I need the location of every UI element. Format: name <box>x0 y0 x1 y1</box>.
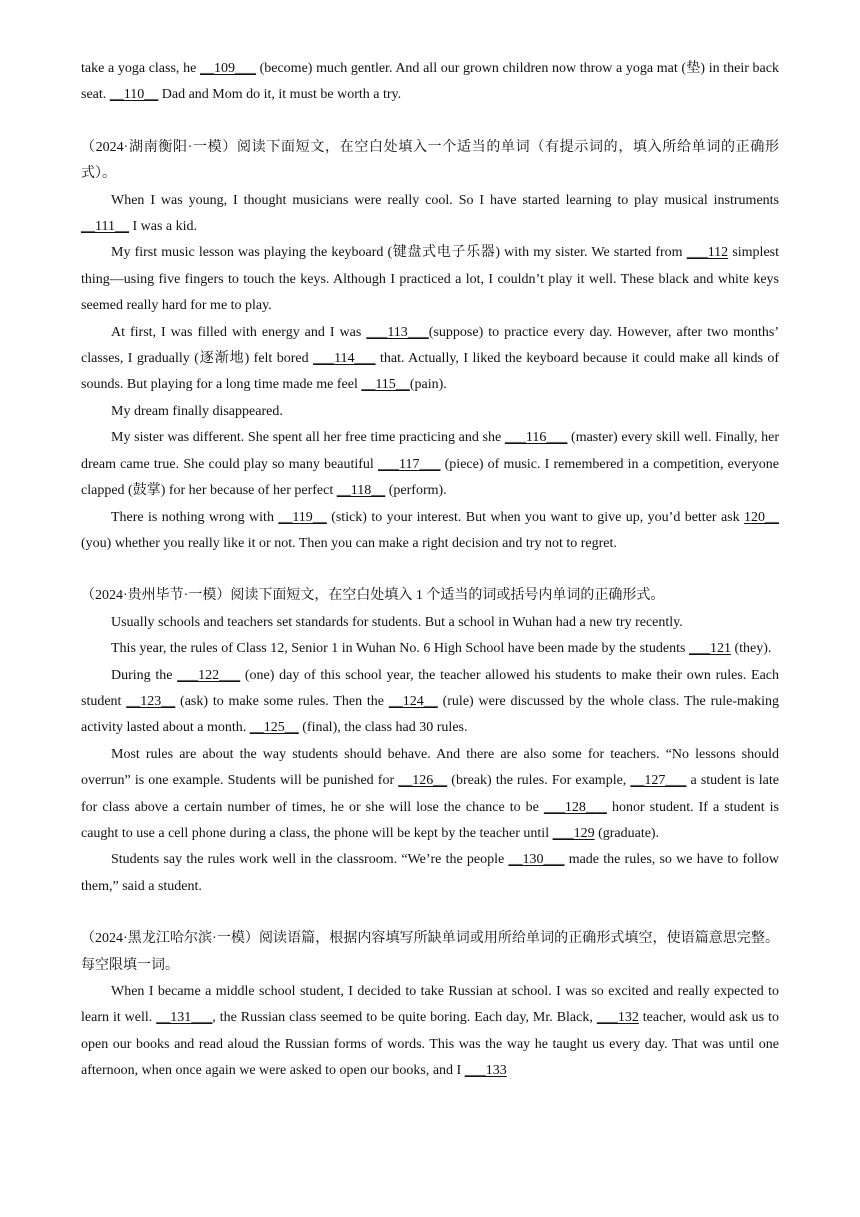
text-run: honor student. If a student is caught to use a cell phone during a class, the phone will be kept by the teacher until <box>81 799 780 841</box>
text-run: （2024·黑龙江哈尔滨·一模）阅读语篇，根据内容填写所缺单词或用所给单词的正确形式填空，使语篇意思完整。每空限填一词。 <box>81 931 779 973</box>
text-run: take a yoga class, he <box>81 61 200 76</box>
text-run: （2024·贵州毕节·一模）阅读下面短文，在空白处填入 1 个适当的词或括号内单词的正确形式。 <box>81 588 665 604</box>
text-run: (ask) to make some rules. Then the <box>175 693 389 709</box>
text-run: (perform). <box>385 483 447 499</box>
passage-paragraph <box>81 636 779 662</box>
blank-115: __115__ <box>361 377 410 393</box>
text-run: (they). <box>730 641 772 657</box>
passage-paragraph <box>81 399 779 425</box>
text-run: (rule) were discussed by the whole class. The rule-making activity lasted about a month. <box>81 693 779 736</box>
text-run: This year, the rules of Class 12, Senior 1 in Wuhan No. 6 High School have been made by the students <box>111 641 689 657</box>
section-gap <box>81 900 779 926</box>
blank-111: __111__ <box>81 219 129 235</box>
passage-paragraph <box>81 240 779 319</box>
text-run: When I was young, I thought musicians were really cool. So I have started learning to play musical instruments <box>111 192 779 208</box>
blank-113: ___113___ <box>366 324 429 340</box>
blank-121: ___121 <box>688 641 731 657</box>
text-run: made the rules, so we have to follow them,” said a student. <box>81 852 780 894</box>
blank-133: ___133 <box>464 1063 507 1079</box>
text-run: When I became a middle school student, I decided to take Russian at school. I was so excited and really expected to learn it well. <box>81 984 779 1026</box>
blank-114: ___114___ <box>313 351 376 367</box>
passage-paragraph <box>81 320 779 399</box>
text-run: (stick) to your interest. But when you want to give up, you’d better ask <box>326 509 744 525</box>
passage-paragraph <box>81 610 779 636</box>
text-run: (break) the rules. For example, <box>447 773 631 789</box>
passage-paragraph <box>81 979 779 1085</box>
section-heading <box>81 135 779 188</box>
text-run: I was a kid. <box>128 219 198 235</box>
passage-paragraph <box>81 188 779 241</box>
section-heading <box>81 56 779 109</box>
text-run: (final), the class had 30 rules. <box>298 720 468 736</box>
blank-131: __131___ <box>156 1010 213 1026</box>
blank-120: 120__ <box>744 509 779 525</box>
blank-119: __119__ <box>278 509 327 525</box>
blank-126: __126__ <box>398 773 448 789</box>
blank-122: ___122___ <box>177 667 241 683</box>
text-run: teacher, would ask us to open our books and read aloud the Russian forms of words. This was the way he taught us every day. That was until one afternoon, when once again we were asked to open our books, and I <box>81 1010 779 1079</box>
blank-127: __127___ <box>630 773 687 789</box>
blank-112: ___112 <box>686 245 729 261</box>
blank-116: ___116___ <box>504 430 568 446</box>
blank-118: __118__ <box>336 483 386 499</box>
passage-paragraph <box>81 742 779 848</box>
text-run: Most rules are about the way students should behave. And there are also some for teachers. “No lessons should overrun” is one example. Students will be punished for <box>81 746 779 789</box>
blank-124: __124__ <box>388 693 438 709</box>
blank-128: ___128___ <box>543 799 607 815</box>
text-run: (pain). <box>409 377 447 393</box>
passage-paragraph <box>81 847 779 900</box>
text-run: During the <box>111 667 178 683</box>
passage-paragraph <box>81 505 779 558</box>
text-run: simplest thing—using five fingers to touch the keys. Although I practiced a lot, I couldn’t play it well. These black and white keys seemed really hard for me to play. <box>81 245 780 314</box>
text-run: (you) whether you really like it or not. Then you can make a right decision and try not to regret. <box>81 535 617 551</box>
text-run: Students say the rules work well in the classroom. “We’re the people <box>111 852 509 868</box>
blank-125: __125__ <box>249 720 299 736</box>
blank-129: ___129 <box>552 825 595 841</box>
text-run: There is nothing wrong with <box>111 509 279 525</box>
text-run: (graduate). <box>594 825 660 841</box>
text-run: (one) day of this school year, the teacher allowed his students to make their own rules. Each student <box>81 667 779 709</box>
blank-109: __109___ <box>199 61 256 76</box>
text-run: (become) much gentler. And all our grown children now throw a yoga mat (垫) in their back seat. <box>81 61 779 103</box>
section-heading <box>81 926 779 979</box>
section-gap <box>81 557 779 583</box>
text-run: a student is late for class above a certain number of times, he or she will lose the chance to be <box>81 773 779 815</box>
text-run: （2024·湖南衡阳·一模）阅读下面短文，在空白处填入一个适当的单词（有提示词的，填入所给单词的正确形式）。 <box>81 139 779 182</box>
text-run: Dad and Mom do it, it must be worth a try. <box>158 87 402 103</box>
blank-132: ___132 <box>596 1010 639 1026</box>
text-run: (suppose) to practice every day. However, after two months’ classes, I gradually (逐渐地) felt bored <box>81 324 780 367</box>
text-run: , the Russian class seemed to be quite boring. Each day, Mr. Black, <box>212 1010 597 1026</box>
text-run: Usually schools and teachers set standards for students. But a school in Wuhan had a new try recently. <box>111 614 683 630</box>
passage-paragraph <box>81 663 779 742</box>
text-run: that. Actually, I liked the keyboard because it could make all kinds of sounds. But playing for a long time made me feel <box>81 351 779 393</box>
document-page <box>81 56 779 1085</box>
blank-117: ___117___ <box>377 456 441 472</box>
text-run: (piece) of music. I remembered in a competition, everyone clapped (鼓掌) for her because of her perfect <box>81 456 779 499</box>
text-run: My sister was different. She spent all her free time practicing and she <box>111 430 505 446</box>
passage-paragraph <box>81 425 779 504</box>
text-run: (master) every skill well. Finally, her dream came true. She could play so many beautiful <box>81 430 779 472</box>
blank-130: __130___ <box>508 852 565 868</box>
text-run: My dream finally disappeared. <box>111 403 283 419</box>
text-run: My first music lesson was playing the keyboard (键盘式电子乐器) with my sister. We started from <box>111 245 687 261</box>
section-heading <box>81 583 779 609</box>
section-gap <box>81 109 779 135</box>
blank-123: __123__ <box>126 693 176 709</box>
blank-110: __110__ <box>109 87 159 103</box>
text-run: At first, I was filled with energy and I was <box>111 324 367 340</box>
